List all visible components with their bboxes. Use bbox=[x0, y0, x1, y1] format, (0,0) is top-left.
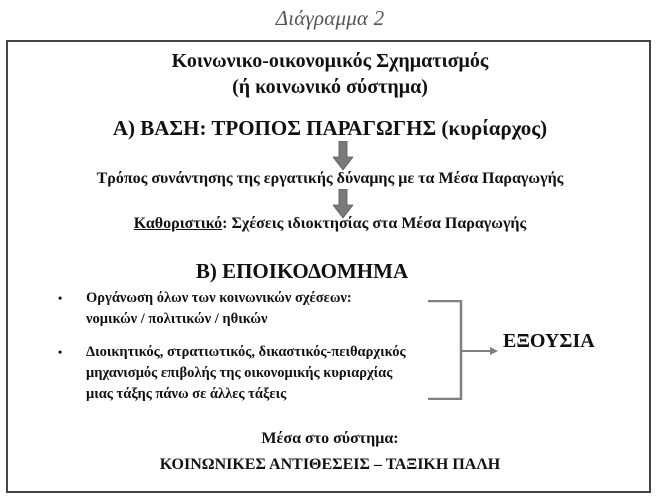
down-arrow-icon bbox=[333, 141, 353, 171]
list-item bbox=[58, 342, 406, 405]
bullet-icon: • bbox=[58, 345, 63, 359]
list-item-line: μιας τάξης πάνω σε άλλες τάξεις bbox=[86, 386, 287, 402]
list-item-line: νομικών / πολιτικών / ηθικών bbox=[86, 311, 268, 327]
diagram-subtitle: (ή κοινωνικό σύστημα) bbox=[232, 76, 428, 98]
superstructure-list bbox=[58, 288, 406, 417]
list-item-line: Οργάνωση όλων των κοινωνικών σχέσεων: bbox=[86, 290, 352, 306]
list-item-line: μηχανισμός επιβολής της οικονομικής κυριαρχίας bbox=[86, 365, 393, 381]
list-item-line: Διοικητικός, στρατιωτικός, δικαστικός-πειθαρχικός bbox=[86, 344, 406, 360]
power-label: ΕΞΟΥΣΙΑ bbox=[503, 330, 595, 352]
diagram-caption: Διάγραμμα 2 bbox=[275, 6, 385, 30]
diagram-title: Κοινωνικο-οικονομικός Σχηματισμός bbox=[171, 50, 489, 72]
within-system-label: Μέσα στο σύστημα: bbox=[261, 430, 399, 447]
determinant-label: Καθοριστικό bbox=[133, 215, 223, 232]
determinant-separator: : bbox=[222, 215, 228, 232]
bullet-icon: • bbox=[58, 291, 63, 305]
class-struggle-label: ΚΟΙΝΩΝΙΚΕΣ ΑΝΤΙΘΕΣΕΙΣ – ΤΑΞΙΚΗ ΠΑΛΗ bbox=[159, 456, 501, 473]
section-a-heading: Α) ΒΑΣΗ: ΤΡΟΠΟΣ ΠΑΡΑΓΩΓΗΣ (κυρίαρχος) bbox=[112, 116, 548, 140]
section-b-heading: Β) ΕΠΟΙΚΟΔΟΜΗΜΑ bbox=[195, 259, 409, 283]
section-a-step-2 bbox=[0, 215, 660, 233]
determinant-text: Σχέσεις ιδιοκτησίας στα Μέσα Παραγωγής bbox=[227, 215, 527, 232]
list-item bbox=[58, 288, 406, 330]
section-a-step-1: Τρόπος συνάντησης της εργατικής δύναμης με τα Μέσα Παραγωγής bbox=[96, 170, 564, 187]
